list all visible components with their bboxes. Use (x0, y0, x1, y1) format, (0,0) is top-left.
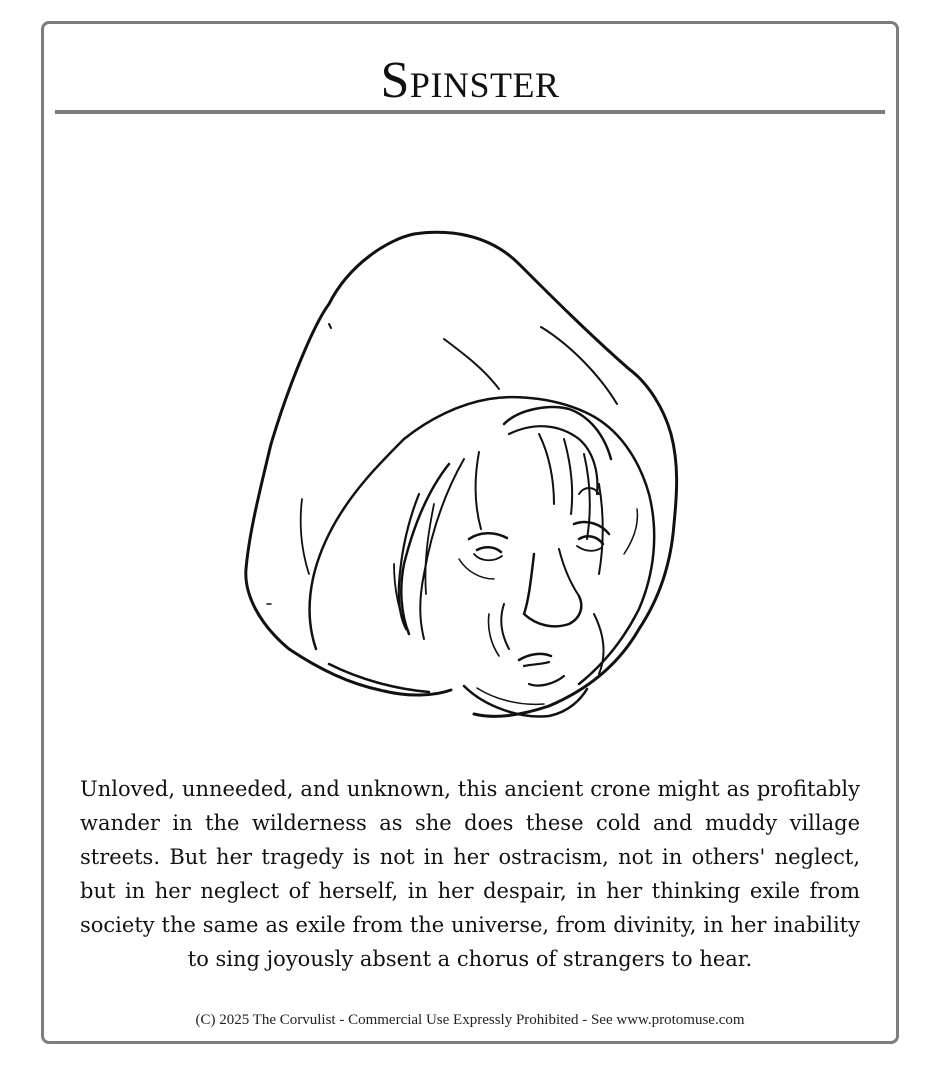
card-title: Spinster (380, 52, 560, 109)
hooded-crone-illustration (219, 194, 719, 754)
card-description: Unloved, unneeded, and unknown, this ancient crone might as profitably wander in the wilderness as she does these cold and muddy village streets. But her tragedy is not in her ostracism, not in others' neglect, but in her neglect of herself, in her despair, in her thinking exile from society the same as exile from the universe, from divinity, in her inability to sing joyously absent a chorus of strangers to hear. (80, 777, 860, 971)
card-frame (41, 21, 899, 1044)
title-divider (55, 110, 885, 114)
copyright-footer: (C) 2025 The Corvulist - Commercial Use Expressly Prohibited - See www.protomuse.com (195, 1012, 745, 1028)
